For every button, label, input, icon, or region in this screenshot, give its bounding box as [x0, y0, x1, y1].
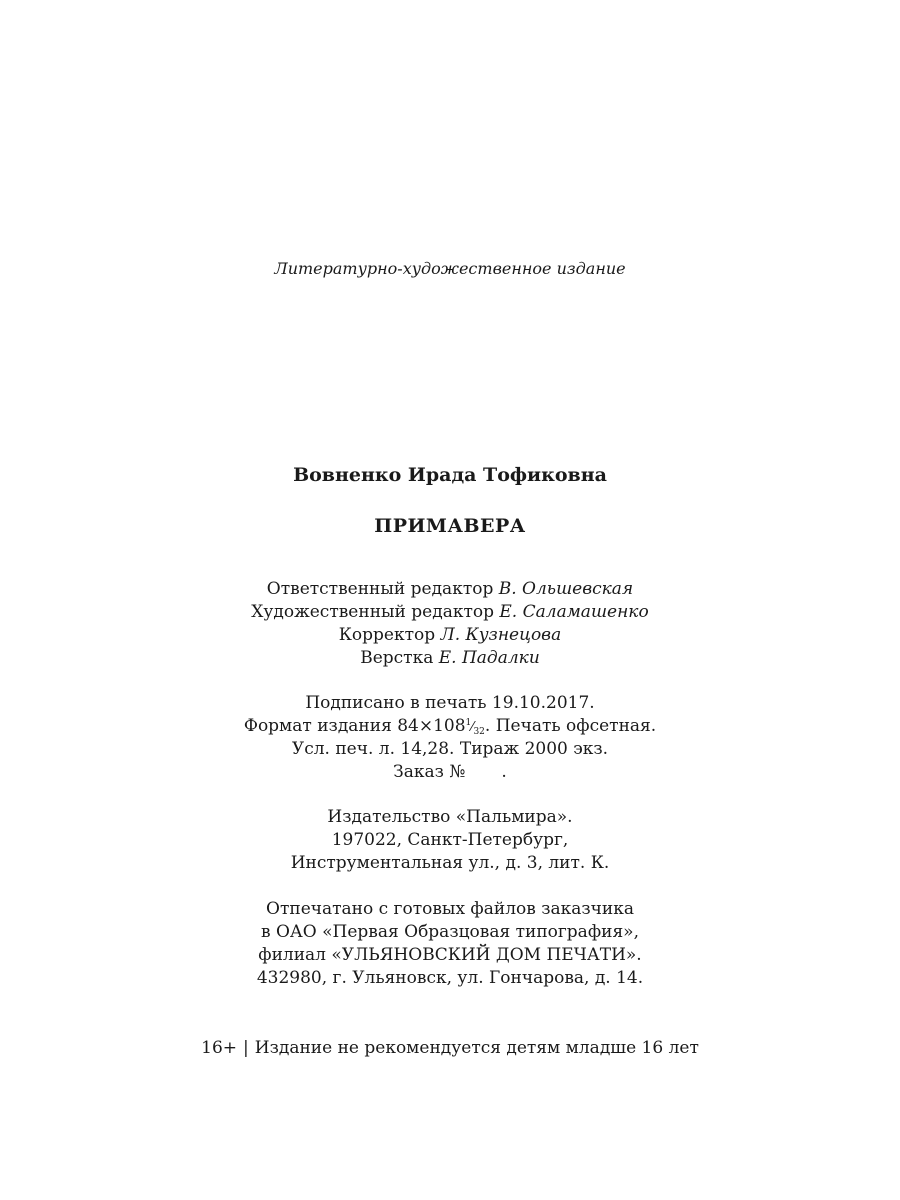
format-suffix: . Печать офсетная.	[484, 716, 657, 736]
printer-line: филиал «УЛЬЯНОВСКИЙ ДОМ ПЕЧАТИ».	[258, 945, 642, 965]
author-name: Вовненко Ирада Тофиковна	[293, 464, 607, 486]
book-title: ПРИМАВЕРА	[374, 515, 526, 537]
age-rating	[0, 1037, 900, 1060]
credit-role: Ответственный редактор	[266, 579, 494, 599]
credit-line	[0, 647, 900, 670]
credit-person: Л. Кузнецова	[440, 625, 562, 645]
order-end: .	[501, 762, 507, 782]
credit-person: В. Ольшевская	[498, 579, 634, 599]
credit-person: Е. Саламашенко	[499, 602, 649, 622]
print-format	[0, 715, 900, 739]
credit-line	[0, 601, 900, 624]
format-fraction	[466, 716, 485, 736]
sheets-circulation: Усл. печ. л. 14,28. Тираж 2000 экз.	[291, 739, 609, 759]
age-warning-text: Издание не рекомендуется детям младше 16 лет	[254, 1038, 699, 1058]
signed-to-print: Подписано в печать 19.10.2017.	[305, 693, 595, 713]
credit-role: Верстка	[360, 648, 434, 668]
format-prefix: Формат издания 84×108	[243, 716, 466, 736]
fraction-slash: ⁄	[471, 720, 474, 735]
publisher-city: 197022, Санкт-Петербург,	[331, 830, 569, 850]
credit-role: Корректор	[338, 625, 436, 645]
order-number	[0, 761, 900, 784]
printer-line: Отпечатано с готовых файлов заказчика	[266, 899, 634, 919]
printer-line: в ОАО «Первая Образцовая типография»,	[261, 922, 639, 942]
order-label: Заказ №	[393, 762, 466, 782]
age-separator: |	[243, 1038, 249, 1058]
credit-line	[0, 578, 900, 601]
credit-line	[0, 624, 900, 647]
credit-role: Художественный редактор	[251, 602, 494, 622]
edition-type: Литературно-художественное издание	[274, 259, 626, 278]
fraction-numerator: 1	[465, 718, 472, 728]
age-mark: 16+	[201, 1038, 238, 1058]
publisher-name: Издательство «Пальмира».	[327, 807, 573, 827]
credit-person: Е. Падалки	[438, 648, 540, 668]
fraction-denominator: 32	[473, 727, 485, 737]
printer-line: 432980, г. Ульяновск, ул. Гончарова, д. 14.	[256, 968, 644, 988]
publisher-address: Инструментальная ул., д. 3, лит. К.	[290, 853, 610, 873]
